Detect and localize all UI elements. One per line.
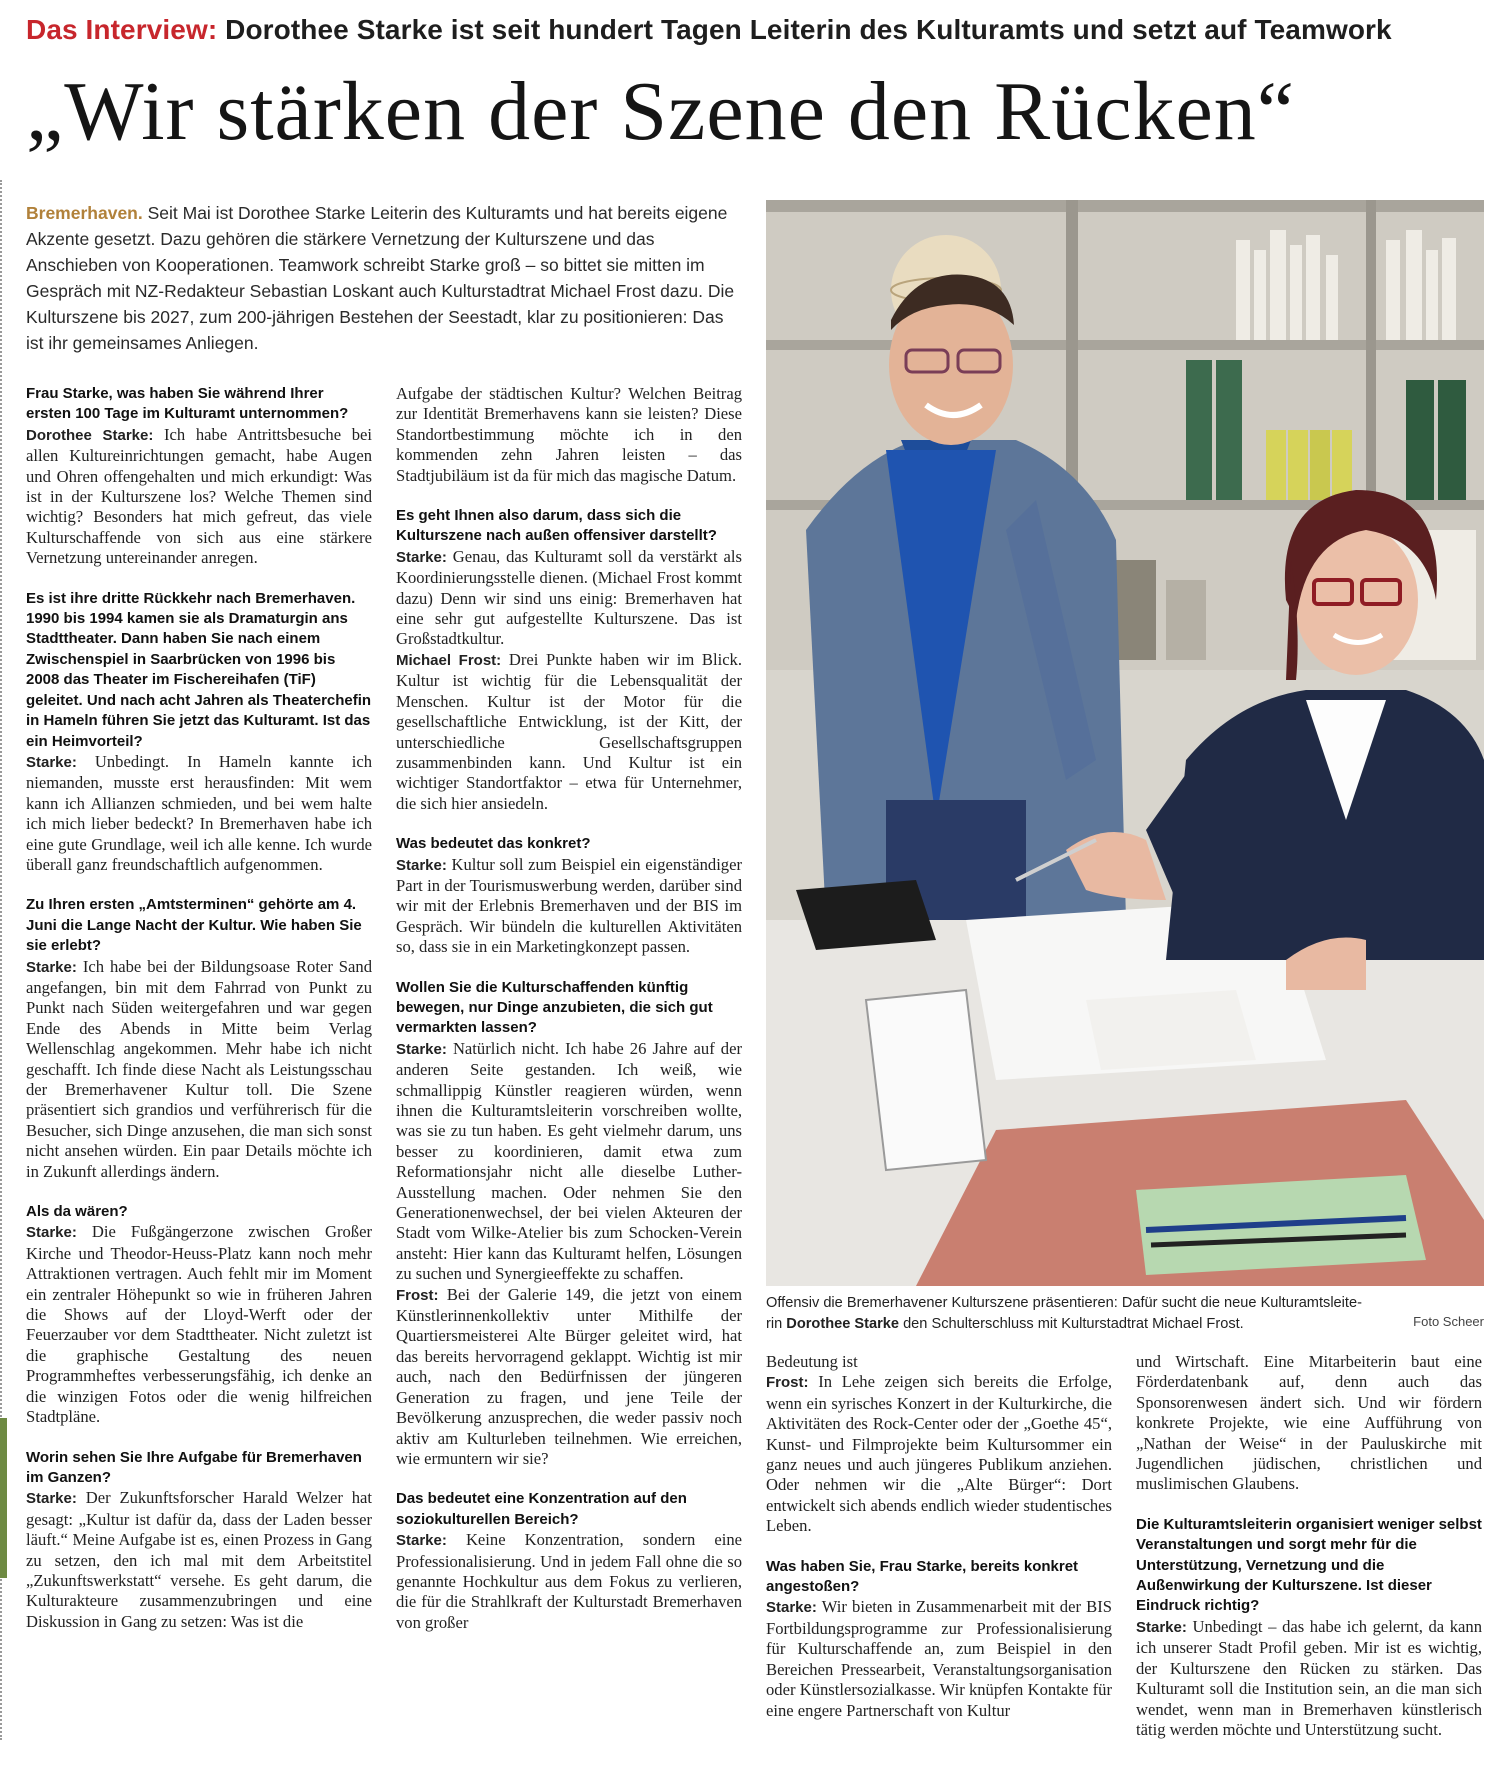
answer-text: Natürlich nicht. Ich habe 26 Jahre auf der anderen Seite gestanden. Ich weiß, wie schmallippig Künstler reagieren würden, wenn ihnen die Kulturamtsleiterin vorschreiben wollte, was sie zu tun haben. Es geht vielmehr darum, uns besser zu koordinieren, damit etwa zum Reformationsjahr nicht alle dieselbe Luther-Ausstellung machen. Oder nehmen Sie den Generationenwechsel, der bei vielen Akteuren der Stadt vom Wilke-Atelier bis zum Schocken-Verein ansteht: Hier kann das Kulturamt helfen, Lösungen zu suchen und Synergieeffekte zu schaffen. [396, 1038, 742, 1284]
interview-answer [1136, 1352, 1482, 1495]
paragraph-gap [26, 875, 372, 895]
adjacent-page-image-edge [0, 1418, 7, 1578]
text-column-2 [396, 384, 742, 1633]
answer-text: Kultur soll zum Beispiel ein eigenständiger Part in der Tourismuswerbung werden, darüber sind wir mit der Erlebnis Bremerhaven und der BIS im Gespräch. Wir bündeln die kulturellen Aktivitäten so, dass sie in ein Marketingkonzept passen. [396, 854, 742, 957]
interview-question: Es geht Ihnen also darum, dass sich die Kulturszene nach außen offensiver darstellt? [396, 507, 717, 545]
interview-question: Das bedeutet eine Konzentration auf den soziokulturellen Bereich? [396, 1490, 687, 1528]
paragraph-gap [1136, 1495, 1482, 1515]
speaker-name: Starke: [396, 856, 447, 874]
answer-text: Der Zukunftsforscher Harald Welzer hat gesagt: „Kultur ist dafür da, dass der Laden besser läuft.“ Meine Aufgabe ist es, einen Prozess in Gang zu setzen, den ich mal mit dem Arbeitstitel „Zukunftswerkstatt“ versehe. Es geht darum, die Kulturakteure zusammenzubringen und eine Diskussion in Gang zu setzen: Was ist die [26, 1488, 372, 1631]
text-column-1 [26, 384, 372, 1632]
speaker-name: Dorothee Starke: [26, 426, 154, 444]
answer-text: Bedeutung ist [766, 1352, 858, 1371]
text-column-3 [766, 1352, 1112, 1721]
answer-text: Ich habe Antrittsbesuche bei allen Kultureinrichtungen gemacht, habe Augen und Ohren offengehalten und mich erkundigt: Was ist in der Kulturszene los? Welche Themen sind wichtig? Besonders hat mich gefreut, das viele Kulturschaffende von sich aus eine stärkere Vernetzung untereinander anregen. [26, 424, 372, 568]
lead-text: Seit Mai ist Dorothee Starke Leiterin des Kulturamts und hat bereits eigene Akzente gesetzt. Dazu gehören die stärkere Vernetzung der Kulturszene und das Anschieben von Kooperationen. Teamwork schreibt Starke groß – so bittet sie mitten im Gespräch mit NZ-Redakteur Sebastian Loskant auch Kulturstadtrat Michael Frost dazu. Die Kulturszene bis 2027, zum 200-jährigen Bestehen der Seestadt, klar zu positionieren: Das ist ihr gemeinsames Anliegen. [26, 203, 735, 353]
dateline: Bremerhaven. [26, 203, 143, 223]
paragraph-gap [396, 486, 742, 506]
paragraph-gap [396, 814, 742, 834]
interview-photo [766, 200, 1484, 1286]
speaker-name: Starke: [1136, 1618, 1187, 1636]
paragraph-gap [396, 958, 742, 978]
speaker-name: Frost: [396, 1286, 439, 1304]
paragraph-gap [26, 569, 372, 589]
interview-answer [26, 752, 372, 875]
interview-answer [26, 957, 372, 1182]
speaker-name: Frost: [766, 1374, 809, 1392]
answer-text: Drei Punkte haben wir im Blick. Kultur ist wichtig für die Lebensqualität der Menschen. Kultur ist der Motor für die gesellschaftliche Entwicklung, ist der Kitt, der unterschiedliche Gesellschaftsgruppen zusammenbinden kann. Und Kultur ist ein wichtiger Standortfaktor – etwa für Unternehmer, die sich hier ansiedeln. [396, 649, 742, 813]
photo-caption [766, 1293, 1484, 1335]
answer-text: Keine Konzentration, sondern eine Professionalisierung. Und in jedem Fall ohne die so genannte Hochkultur aus dem Fokus zu verlieren, die für die Strahlkraft der Kulturstadt Bremerhaven von großer [396, 1530, 742, 1632]
interview-question: Es ist ihre dritte Rückkehr nach Bremerhaven. 1990 bis 1994 kamen sie als Dramaturgin ans Stadttheater. Dann haben Sie nach einem Zwischenspiel in Saarbrücken von 1996 bis 2008 das Theater im Fischereihafen (TiF) geleitet. Und nach acht Jahren als Theaterchefin in Hameln führen Sie jetzt das Kulturamt. Ist das ein Heimvorteil? [26, 589, 372, 750]
answer-text: Ich habe bei der Bildungsoase Roter Sand angefangen, bin mit dem Fahrrad von Punkt zu Punkt nach Süden weitergefahren und war gegen Ende des Abends in Mitte beim Verlag Wellenschlag angekommen. Mehr habe ich nicht geschafft. Ich finde diese Nacht als Leistungsschau der Bremerhavener Kultur toll. Die Szene präsentiert sich grandios und verführerisch für die Besucher, sich Dinge anzusehen, die man sich sonst nicht ansehen würden. Ein paar Details möchte ich in Zukunft allerdings ändern. [26, 956, 372, 1181]
interview-answer [396, 650, 742, 814]
speaker-name: Starke: [26, 958, 77, 976]
headline: „Wir stärken der Szene den Rücken“ [26, 65, 1296, 158]
answer-text: In Lehe zeigen sich bereits die Erfolge, wenn ein syrisches Konzert in der Kulturkirche, die Aktivitäten des Rock-Center oder der „Goethe 45“, Kunst- und Filmprojekte beim Kultursommer ein ganz neues und auch jüngeres Publikum anziehen. Oder nehmen wir die „Alte Bürger“: Dort entwickelt sich abends endlich wieder studentisches Leben. [766, 1372, 1112, 1536]
interview-question: Zu Ihren ersten „Amtsterminen“ gehörte am 4. Juni die Lange Nacht der Kultur. Wie haben Sie sie erlebt? [26, 896, 362, 955]
interview-answer [396, 547, 742, 650]
answer-text: Unbedingt – das habe ich gelernt, da kann ich unserer Stadt Profil geben. Mir ist es wichtig, der Kulturszene den Rücken zu stärken. Das Kulturamt soll die Institution sein, an die man sich wendet, wenn man in Bremerhaven künstlerisch tätig werden möchte und Unterstützung sucht. [1136, 1616, 1482, 1739]
speaker-name: Michael Frost: [396, 651, 502, 669]
paragraph-gap [396, 1469, 742, 1489]
caption-name: Dorothee Starke [786, 1316, 900, 1332]
answer-text: Die Fußgängerzone zwischen Großer Kirche und Theodor-Heuss-Platz kann noch mehr Attraktionen vertragen. Auch fehlt mir im Moment ein zentraler Höhepunkt so wie in früheren Jahren die Shows auf der Lloyd-Werft oder der Feuerzauber vor dem Stadttheater. Nicht zuletzt ist die graphische Gestaltung des neuen Programmheftes verbesserungsfähig, ich denke an die winzigen Fotos oder die wenig hilfreichen Stadtpläne. [26, 1222, 372, 1427]
speaker-name: Starke: [396, 1040, 447, 1058]
interview-question: Was bedeutet das konkret? [396, 835, 591, 853]
speaker-name: Starke: [26, 1224, 77, 1242]
interview-answer [26, 425, 372, 569]
interview-question: Was haben Sie, Frau Starke, bereits konkret angestoßen? [766, 1557, 1079, 1596]
photo-credit: Foto Scheer [1413, 1314, 1484, 1329]
interview-answer [396, 1285, 742, 1470]
interview-question: Frau Starke, was haben Sie während Ihrer ersten 100 Tage im Kulturamt unternommen? [26, 385, 349, 423]
answer-text: Wir bieten in Zusammenarbeit mit der BIS Fortbildungsprogramme zur Professionalisierung für Kulturschaffende an, zum Beispiel in den Bereichen Pressearbeit, Veranstaltungsorganisation oder Künstlersozialkasse. Wir knüpfen Kontakte für eine engere Partnerschaft von Kultur [766, 1597, 1112, 1720]
speaker-name: Starke: [396, 1532, 447, 1550]
interview-question: Worin sehen Sie Ihre Aufgabe für Bremerhaven im Ganzen? [26, 1448, 362, 1486]
interview-answer [396, 1530, 742, 1633]
interview-question: Die Kulturamtsleiterin organisiert weniger selbst Veranstaltungen und sorgt mehr für die Unterstützung, Vernetzung und die Außenwirkung der Kulturszene. Ist dieser Eindruck richtig? [1136, 1515, 1482, 1615]
interview-answer [396, 384, 742, 486]
speaker-name: Starke: [26, 1490, 77, 1508]
lead-paragraph [26, 200, 738, 356]
caption-line-2-pre: rin [766, 1316, 787, 1332]
interview-question: Als da wären? [26, 1203, 128, 1221]
answer-text: und Wirtschaft. Eine Mitarbeiterin baut eine Förderdatenbank auf, denn auch das Sponsorenwesen ändert sich. Und wir fördern konkrete Projekte, wie eine Aufführung von „Nathan der Weise“ in der Pauluskirche mit Jugendlichen jüdischen, christlichen und muslimischen Glaubens. [1136, 1352, 1482, 1494]
interview-answer [26, 1222, 372, 1427]
answer-text: Aufgabe der städtischen Kultur? Welchen Beitrag zur Identität Bremerhavens kann sie leisten? Diese Standortbestimmung möchte ich in den kommenden zehn Jahren leisten – das Stadtjubiläum ist da für mich das magische Datum. [396, 384, 742, 485]
text-column-4 [1136, 1352, 1482, 1740]
interview-answer [766, 1352, 1112, 1372]
interview-answer [1136, 1617, 1482, 1740]
speaker-name: Starke: [396, 548, 447, 566]
paragraph-gap [766, 1537, 1112, 1557]
kicker [26, 14, 1496, 46]
caption-line-1: Offensiv die Bremerhavener Kulturszene präsentieren: Dafür sucht die neue Kulturamtsleite- [766, 1295, 1362, 1311]
interview-answer [766, 1372, 1112, 1536]
caption-line-2-post: den Schulterschluss mit Kulturstadtrat Michael Frost. [899, 1316, 1244, 1332]
kicker-text: Dorothee Starke ist seit hundert Tagen Leiterin des Kulturamts und setzt auf Teamwork [225, 14, 1392, 45]
interview-answer [396, 855, 742, 958]
interview-answer [396, 1039, 742, 1285]
kicker-label: Das Interview: [26, 14, 218, 45]
interview-answer [26, 1488, 372, 1632]
answer-text: Bei der Galerie 149, die jetzt von einem Künstlerinnenkollektiv unter Mithilfe der Quartiersmeisterei Alte Bürger geleitet wird, hat das bereits hervorragend geklappt. Wichtig ist mir auch, nach den Bedürfnissen der jüngeren Generation zu fragen, und jene Teile der Bevölkerung anzusprechen, die weder passiv noch aktiv am Kulturleben teilnehmen. Wie erreichen, wie ermuntern wir sie? [396, 1284, 742, 1468]
paragraph-gap [26, 1428, 372, 1448]
speaker-name: Starke: [26, 753, 77, 771]
paragraph-gap [26, 1182, 372, 1202]
interview-question: Wollen Sie die Kulturschaffenden künftig bewegen, nur Dinge anzubieten, die sich gut vermarkten lassen? [396, 978, 713, 1037]
answer-text: Unbedingt. In Hameln kannte ich niemanden, musste erst herausfinden: Mit wem kann ich Allianzen schmieden, und bei wem halte ich mich lieber bedeckt? In Bremerhaven habe ich eine gute Grundlage, weil ich alle kenne. Ich wurde überall ganz freundschaftlich aufgenommen. [26, 751, 372, 874]
interview-answer [766, 1597, 1112, 1720]
answer-text: Genau, das Kulturamt soll da verstärkt als Koordinierungsstelle dienen. (Michael Frost kommt dazu) Denn wir sind uns einig: Bremerhaven hat eine sehr gut aufgestellte Kulturszene. Das ist Großstadtkultur. [396, 546, 742, 649]
speaker-name: Starke: [766, 1599, 817, 1617]
